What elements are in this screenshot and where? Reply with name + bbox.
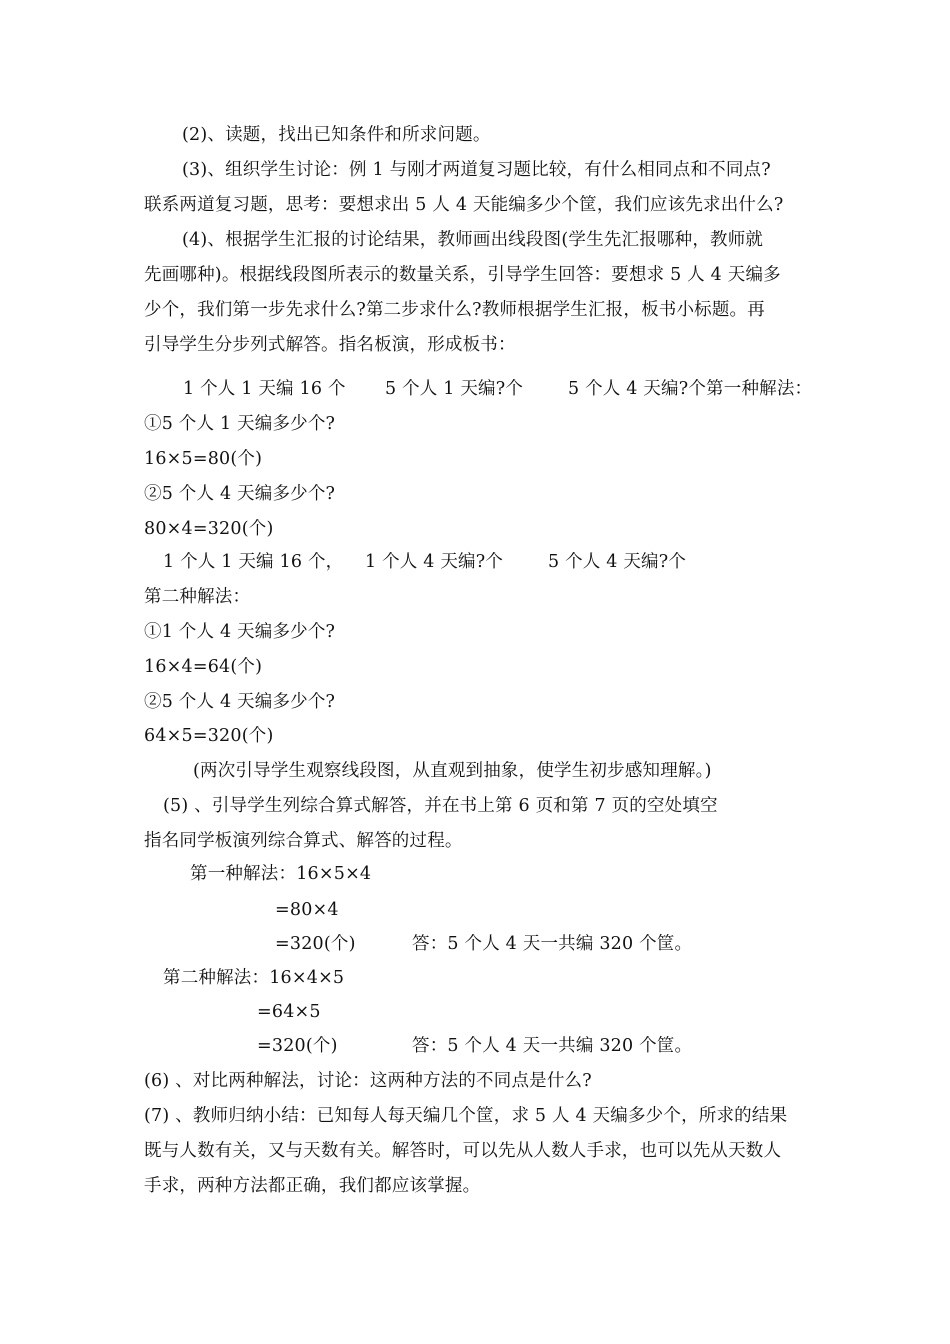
text-line: 答：5 个人 4 天一共编 320 个筐。: [412, 934, 693, 954]
text-line: 少个，我们第一步先求什么?第二步求什么?教师根据学生汇报，板书小标题。再: [144, 300, 765, 320]
text-line: =64×5: [257, 1002, 321, 1022]
text-line: 第二种解法：: [144, 587, 251, 607]
text-line: ①5 个人 1 天编多少个?: [144, 414, 336, 434]
text-line: (4)、根据学生汇报的讨论结果，教师画出线段图(学生先汇报哪种，教师就: [182, 230, 764, 250]
text-line: 联系两道复习题，思考：要想求出 5 人 4 天能编多少个筐，我们应该先求出什么?: [144, 195, 784, 215]
text-line: 1 个人 1 天编 16 个: [183, 379, 346, 399]
text-line: 引导学生分步列式解答。指名板演，形成板书：: [144, 335, 516, 355]
text-line: ②5 个人 4 天编多少个?: [144, 692, 336, 712]
text-line: 第二种解法：16×4×5: [163, 968, 345, 988]
text-line: (7) 、教师归纳小结：已知每人每天编几个筐，求 5 人 4 天编多少个，所求的结果: [144, 1106, 788, 1126]
text-line: 先画哪种)。根据线段图所表示的数量关系，引导学生回答：要想求 5 人 4 天编多: [144, 265, 781, 285]
text-line: =320(个): [257, 1036, 338, 1056]
text-line: (6) 、对比两种解法，讨论：这两种方法的不同点是什么?: [144, 1071, 592, 1091]
text-line: 手求，两种方法都正确，我们都应该掌握。: [144, 1176, 481, 1196]
text-line: 答：5 个人 4 天一共编 320 个筐。: [412, 1036, 693, 1056]
text-line: 1 个人 1 天编 16 个，: [163, 552, 344, 572]
text-line: 1 个人 4 天编?个: [365, 552, 504, 572]
text-line: 5 个人 1 天编?个: [385, 379, 524, 399]
text-line: 5 个人 4 天编?个: [548, 552, 687, 572]
text-line: 5 个人 4 天编?个第一种解法：: [568, 379, 813, 399]
text-line: ①1 个人 4 天编多少个?: [144, 622, 336, 642]
text-line: 80×4=320(个): [144, 519, 274, 539]
text-line: (5) 、引导学生列综合算式解答，并在书上第 6 页和第 7 页的空处填空: [163, 796, 718, 816]
text-line: 64×5=320(个): [144, 726, 274, 746]
text-line: 指名同学板演列综合算式、解答的过程。: [144, 831, 463, 851]
text-line: (两次引导学生观察线段图，从直观到抽象，使学生初步感知理解。): [193, 761, 712, 781]
text-line: (3)、组织学生讨论：例 1 与刚才两道复习题比较，有什么相同点和不同点?: [182, 160, 771, 180]
text-line: ②5 个人 4 天编多少个?: [144, 484, 336, 504]
text-line: (2)、读题，找出已知条件和所求问题。: [182, 125, 491, 145]
text-line: =320(个): [275, 934, 356, 954]
text-line: 第一种解法：16×5×4: [190, 864, 372, 884]
text-line: 16×4=64(个): [144, 657, 263, 677]
text-line: 既与人数有关，又与天数有关。解答时，可以先从人数人手求，也可以先从天数人: [144, 1141, 782, 1161]
text-line: 16×5=80(个): [144, 449, 263, 469]
text-line: =80×4: [275, 900, 339, 920]
